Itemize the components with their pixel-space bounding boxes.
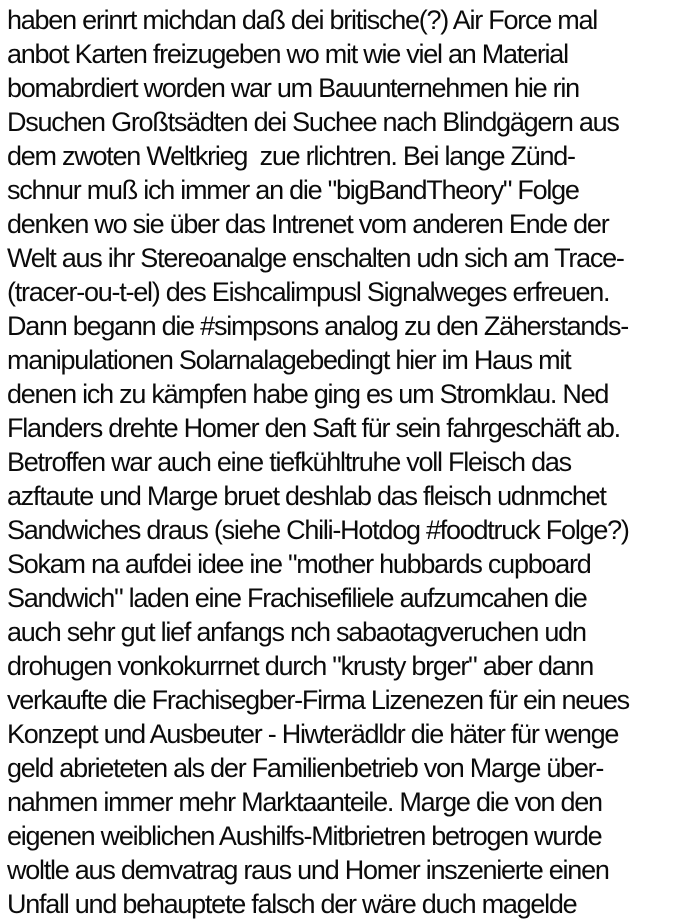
text-line: haben erinrt michdan daß dei britische(?) Air Force mal (7, 5, 598, 35)
text-line: denken wo sie über das Intrenet vom anderen Ende der (7, 209, 609, 239)
text-line: Unfall und behauptete falsch der wäre duch magelde (7, 889, 577, 919)
text-line: denen ich zu kämpfen habe ging es um Stromklau. Ned (7, 379, 609, 409)
text-line: Welt aus ihr Stereoanalge enschalten udn sich am Trace- (7, 243, 624, 273)
text-line: geld abrieteten als der Familienbetrieb von Marge über- (7, 753, 604, 783)
text-line: manipulationen Solarnalagebedingt hier im Haus mit (7, 345, 571, 375)
text-line: drohugen vonkokurrnet durch "krusty brger" aber dann (7, 651, 594, 681)
text-line: Dsuchen Großtsädten dei Suchee nach Blindgägern aus (7, 107, 619, 137)
text-line: Sandwiches draus (siehe Chili-Hotdog #foodtruck Folge?) (7, 515, 629, 545)
text-line: schnur muß ich immer an die "bigBandTheory" Folge (7, 175, 579, 205)
text-line: woltle aus demvatrag raus und Homer inszenierte einen (7, 855, 609, 885)
text-line: dem zwoten Weltkrieg zue rlichtren. Bei lange Zünd- (7, 141, 575, 171)
text-line: bomabrdiert worden war um Bauunternehmen hie rin (7, 73, 579, 103)
text-line: (tracer-ou-t-el) des Eishcalimpusl Signalweges erfreuen. (7, 277, 610, 307)
text-line: verkaufte die Frachisegber-Firma Lizenezen für ein neues (7, 685, 629, 715)
text-line: Betroffen war auch eine tiefkühltruhe voll Fleisch das (7, 447, 571, 477)
text-line: nahmen immer mehr Marktaanteile. Marge die von den (7, 787, 602, 817)
text-line: Flanders drehte Homer den Saft für sein fahrgeschäft ab. (7, 413, 620, 443)
text-line: Sokam na aufdei idee ine "mother hubbards cupboard (7, 549, 591, 579)
text-line: Konzept und Ausbeuter - Hiwterädldr die häter für wenge (7, 719, 619, 749)
text-line: anbot Karten freizugeben wo mit wie viel an Material (7, 39, 568, 69)
text-line: eigenen weiblichen Aushilfs-Mitbrietren betrogen wurde (7, 821, 602, 851)
text-line: Sandwich" laden eine Frachisefiliele aufzumcahen die (7, 583, 587, 613)
text-line: azftaute und Marge bruet deshlab das fleisch udnmchet (7, 481, 606, 511)
text-line: auch sehr gut lief anfangs nch sabaotagveruchen udn (7, 617, 586, 647)
text-line: Dann begann die #simpsons analog zu den Zäherstands- (7, 311, 628, 341)
